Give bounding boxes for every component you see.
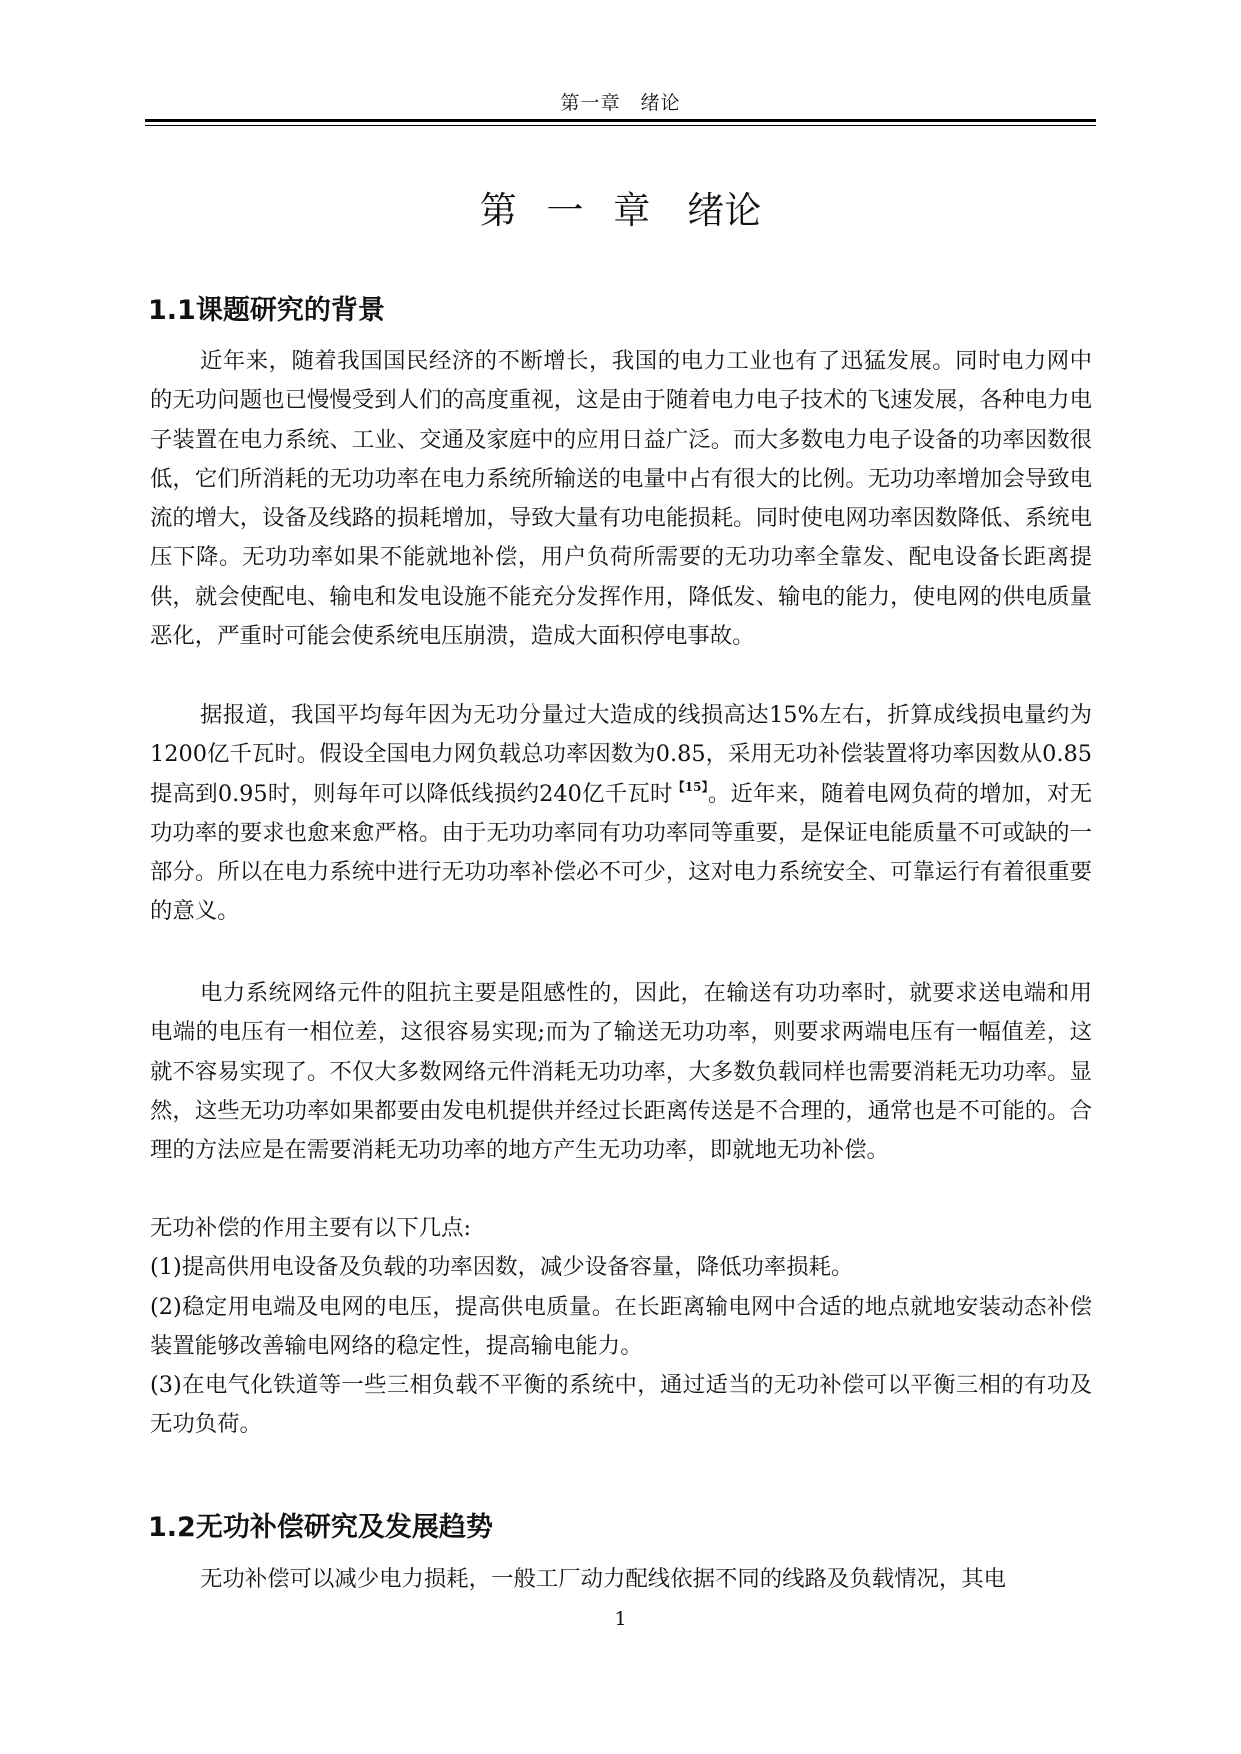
list-item: (1)提高供用电设备及负载的功率因数，减少设备容量，降低功率损耗。 xyxy=(150,1254,854,1281)
chapter-title: 第 一 章 绪论 xyxy=(479,189,762,232)
paragraph-text: 据报道，我国平均每年因为无功分量过大造成的线损高达15%左右，折算成线损电量约为1200亿千瓦时。假设全国电力网负载总功率因数为0.85，采用无功补偿装置将功率因数从0.85提高到0.95时，则每年可以降低线损约240亿千瓦时 xyxy=(150,702,1092,807)
header-rule-thick xyxy=(145,119,1096,122)
citation-ref: 【15】 xyxy=(672,779,708,794)
page-number: 1 xyxy=(614,1608,627,1630)
paragraph-background-3: 电力系统网络元件的阻抗主要是阻感性的，因此，在输送有功功率时，就要求送电端和用电端的电压有一相位差，这很容易实现;而为了输送无功功率，则要求两端电压有一幅值差，这就不容易实现了。不仅大多数网络元件消耗无功功率，大多数负载同样也需要消耗无功功率。显然，这些无功功率如果都要由发电机提供并经过长距离传送是不合理的，通常也是不可能的。合理的方法应是在需要消耗无功功率的地方产生无功功率，即就地无功补偿。 xyxy=(150,980,1092,1164)
paragraph-text: 。近年来，随着电网负荷的增加，对无功功率的要求也愈来愈严格。由于无功功率同有功功率同等重要，是保证电能质量不可或缺的一部分。所以在电力系统中进行无功功率补偿必不可少，这对电力系统安全、可靠运行有着很重要的意义。 xyxy=(150,780,1093,925)
header-rule-thin xyxy=(145,125,1096,126)
list-item: (2)稳定用电端及电网的电压，提高供电质量。在长距离输电网中合适的地点就地安装动态补偿装置能够改善输电网络的稳定性，提高输电能力。 xyxy=(150,1293,1092,1359)
list-item: (3)在电气化铁道等一些三相负载不平衡的系统中，通过适当的无功补偿可以平衡三相的有功及无功负荷。 xyxy=(150,1372,1092,1438)
paragraph-background-2 xyxy=(150,696,1092,932)
section-heading-1-1: 1.1课题研究的背景 xyxy=(148,295,385,326)
section-heading-1-2: 1.2无功补偿研究及发展趋势 xyxy=(148,1512,493,1543)
compensation-effects-list xyxy=(150,1209,1092,1445)
paragraph-trends-1: 无功补偿可以减少电力损耗，一般工厂动力配线依据不同的线路及负载情况，其电 xyxy=(200,1566,1007,1592)
running-header: 第一章 绪论 xyxy=(560,92,681,114)
paragraph-background-1: 近年来，随着我国国民经济的不断增长，我国的电力工业也有了迅猛发展。同时电力网中的无功问题也已慢慢受到人们的高度重视，这是由于随着电力电子技术的飞速发展，各种电力电子装置在电力系统、工业、交通及家庭中的应用日益广泛。而大多数电力电子设备的功率因数很低，它们所消耗的无功功率在电力系统所输送的电量中占有很大的比例。无功功率增加会导致电流的增大，设备及线路的损耗增加，导致大量有功电能损耗。同时使电网功率因数降低、系统电压下降。无功功率如果不能就地补偿，用户负荷所需要的无功功率全靠发、配电设备长距离提供，就会使配电、输电和发电设施不能充分发挥作用，降低发、输电的能力，使电网的供电质量恶化，严重时可能会使系统电压崩溃，造成大面积停电事故。 xyxy=(150,348,1092,650)
list-intro: 无功补偿的作用主要有以下几点: xyxy=(150,1215,472,1241)
